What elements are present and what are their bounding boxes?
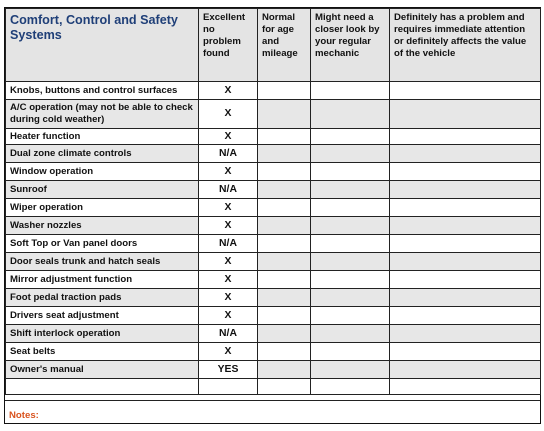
rating-normal [258, 199, 311, 217]
rating-closer-look [311, 163, 390, 181]
row-item: Wiper operation [6, 199, 199, 217]
rating-excellent: N/A [199, 145, 258, 163]
rating-normal [258, 289, 311, 307]
table-row [6, 163, 541, 181]
rating-problem [390, 235, 541, 253]
rating-excellent: X [199, 163, 258, 181]
table-row [6, 217, 541, 235]
rating-closer-look [311, 145, 390, 163]
table-row [6, 235, 541, 253]
rating-problem [390, 217, 541, 235]
blank-cell [199, 379, 258, 395]
table-row [6, 199, 541, 217]
rating-normal [258, 271, 311, 289]
rating-closer-look [311, 289, 390, 307]
rating-closer-look [311, 361, 390, 379]
rating-excellent: X [199, 271, 258, 289]
rating-normal [258, 181, 311, 199]
table-row [6, 325, 541, 343]
table-row [6, 253, 541, 271]
rating-excellent: X [199, 100, 258, 129]
table-row [6, 271, 541, 289]
rating-closer-look [311, 325, 390, 343]
rating-excellent: X [199, 199, 258, 217]
header-closer-look: Might need a closer look by your regular mechanic [311, 9, 390, 82]
rating-excellent: YES [199, 361, 258, 379]
rating-closer-look [311, 100, 390, 129]
rating-normal [258, 217, 311, 235]
rating-excellent: X [199, 289, 258, 307]
rating-closer-look [311, 217, 390, 235]
rating-normal [258, 163, 311, 181]
blank-row [6, 379, 541, 395]
rating-problem [390, 343, 541, 361]
rating-closer-look [311, 181, 390, 199]
rating-normal [258, 361, 311, 379]
rating-closer-look [311, 253, 390, 271]
row-item: Shift interlock operation [6, 325, 199, 343]
rating-problem [390, 307, 541, 325]
table-row [6, 82, 541, 100]
row-item: Sunroof [6, 181, 199, 199]
header-row [6, 9, 541, 82]
blank-cell [311, 379, 390, 395]
header-definite-problem: Definitely has a problem and requires immediate attention or definitely affects the value of the vehicle [390, 9, 541, 82]
rating-excellent: N/A [199, 235, 258, 253]
rating-closer-look [311, 235, 390, 253]
row-item: Window operation [6, 163, 199, 181]
header-excellent: Excellent no problem found [199, 9, 258, 82]
rating-problem [390, 163, 541, 181]
notes-section [5, 400, 540, 424]
rating-normal [258, 100, 311, 129]
row-item: Dual zone climate controls [6, 145, 199, 163]
table-row [6, 100, 541, 129]
rating-problem [390, 199, 541, 217]
blank-cell [390, 379, 541, 395]
rating-problem [390, 361, 541, 379]
table-row [6, 307, 541, 325]
rating-problem [390, 289, 541, 307]
rating-problem [390, 271, 541, 289]
rating-problem [390, 145, 541, 163]
rating-problem [390, 181, 541, 199]
row-item: Door seals trunk and hatch seals [6, 253, 199, 271]
rating-problem [390, 82, 541, 100]
rating-closer-look [311, 307, 390, 325]
rating-closer-look [311, 82, 390, 100]
rating-closer-look [311, 343, 390, 361]
row-item: Seat belts [6, 343, 199, 361]
inspection-table [5, 8, 541, 395]
row-item: Knobs, buttons and control surfaces [6, 82, 199, 100]
blank-cell [6, 379, 199, 395]
rating-normal [258, 253, 311, 271]
rating-closer-look [311, 199, 390, 217]
row-item: Mirror adjustment function [6, 271, 199, 289]
table-row [6, 361, 541, 379]
rating-excellent: X [199, 82, 258, 100]
inspection-checklist [4, 7, 541, 424]
table-row [6, 181, 541, 199]
header-normal: Normal for age and mileage [258, 9, 311, 82]
row-item: Foot pedal traction pads [6, 289, 199, 307]
row-item: A/C operation (may not be able to check during cold weather) [6, 100, 199, 129]
row-item: Heater function [6, 129, 199, 145]
rating-excellent: X [199, 343, 258, 361]
header-category: Comfort, Control and Safety Systems [6, 9, 199, 82]
rating-excellent: X [199, 129, 258, 145]
rating-closer-look [311, 271, 390, 289]
rating-excellent: X [199, 253, 258, 271]
rating-excellent: X [199, 307, 258, 325]
rating-problem [390, 129, 541, 145]
table-row [6, 145, 541, 163]
rating-excellent: N/A [199, 325, 258, 343]
rating-normal [258, 129, 311, 145]
rating-problem [390, 100, 541, 129]
row-item: Soft Top or Van panel doors [6, 235, 199, 253]
rating-normal [258, 145, 311, 163]
rating-normal [258, 325, 311, 343]
rating-problem [390, 325, 541, 343]
rating-normal [258, 235, 311, 253]
rating-normal [258, 343, 311, 361]
table-row [6, 129, 541, 145]
rating-excellent: X [199, 217, 258, 235]
row-item: Drivers seat adjustment [6, 307, 199, 325]
rating-normal [258, 307, 311, 325]
blank-cell [258, 379, 311, 395]
table-row [6, 289, 541, 307]
notes-label: Notes: [9, 410, 39, 421]
rating-closer-look [311, 129, 390, 145]
row-item: Owner's manual [6, 361, 199, 379]
table-row [6, 343, 541, 361]
rating-problem [390, 253, 541, 271]
rating-normal [258, 82, 311, 100]
row-item: Washer nozzles [6, 217, 199, 235]
rating-excellent: N/A [199, 181, 258, 199]
